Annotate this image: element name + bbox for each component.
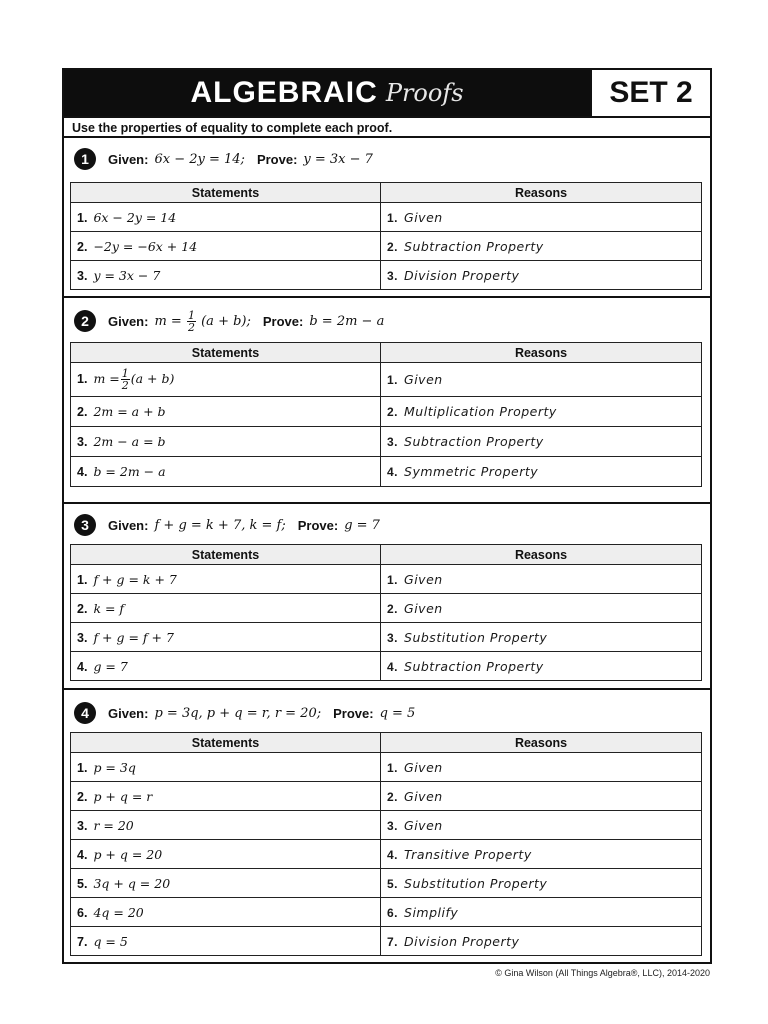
given-rhs: (a + b); <box>201 313 251 329</box>
table-header-row <box>71 545 702 565</box>
reason-text: Symmetric Property <box>404 464 539 479</box>
step-number: 1. <box>387 373 399 387</box>
title-banner <box>64 70 590 116</box>
statement-cell <box>71 869 381 898</box>
step-number: 4. <box>387 465 399 479</box>
table-row <box>71 652 702 681</box>
reason-text: Given <box>404 600 443 616</box>
step-number: 3. <box>387 630 399 645</box>
problem-4 <box>64 690 710 962</box>
statement-text: 4q = 20 <box>93 904 144 920</box>
problem-number-badge: 1 <box>74 148 96 170</box>
statement-text: 3q + q = 20 <box>93 875 171 891</box>
statement-cell <box>71 652 381 681</box>
reason-text: Substitution Property <box>404 875 548 891</box>
proof-table <box>70 342 702 487</box>
given-line <box>74 700 427 726</box>
statement-cell <box>71 840 381 869</box>
statement-cell <box>71 203 381 232</box>
problem-number-badge: 4 <box>74 702 96 724</box>
problem-2 <box>64 298 710 504</box>
problem-number-badge: 3 <box>74 514 96 536</box>
statements-header: Statements <box>71 733 381 753</box>
copyright-notice: © Gina Wilson (All Things Algebra®, LLC), 2014-2020 <box>495 968 710 978</box>
step-number: 1. <box>77 210 88 225</box>
step-number: 2. <box>77 789 88 804</box>
given-equation: p = 3q, p + q = r, r = 20; <box>154 705 322 721</box>
reason-text: Transitive Property <box>404 846 532 862</box>
step-number: 3. <box>77 435 88 449</box>
step-number: 7. <box>77 934 88 949</box>
table-row <box>71 427 702 457</box>
step-number: 5. <box>77 876 88 891</box>
statement-text: k = f <box>93 600 125 616</box>
statement-text: p + q = r <box>93 788 153 804</box>
title-script: Proofs <box>385 79 464 107</box>
reason-text: Division Property <box>404 267 520 283</box>
statement-lhs: m = <box>93 371 120 386</box>
step-number: 5. <box>387 876 399 891</box>
reason-cell <box>381 898 702 927</box>
reason-text: Substitution Property <box>404 629 548 645</box>
statement-cell <box>71 898 381 927</box>
title-main: ALGEBRAIC <box>190 76 378 109</box>
reasons-header: Reasons <box>381 545 702 565</box>
table-row <box>71 457 702 487</box>
prove-equation: q = 5 <box>379 705 416 721</box>
statement-cell <box>71 261 381 290</box>
fraction-numerator: 1 <box>187 308 195 322</box>
prove-label: Prove: <box>297 517 339 533</box>
reasons-header: Reasons <box>381 343 702 363</box>
given-line <box>74 308 396 334</box>
statements-header: Statements <box>71 545 381 565</box>
table-row <box>71 594 702 623</box>
statement-text: p = 3q <box>93 759 136 775</box>
statement-cell <box>71 397 381 427</box>
set-label: SET 2 <box>590 70 710 116</box>
reason-text: Subtraction Property <box>404 238 544 254</box>
reasons-header: Reasons <box>381 183 702 203</box>
given-label: Given: <box>108 517 149 533</box>
reason-cell <box>381 869 702 898</box>
step-number: 2. <box>77 239 88 254</box>
statement-text: 6x − 2y = 14 <box>93 209 177 225</box>
step-number: 3. <box>387 268 399 283</box>
fraction <box>187 310 196 333</box>
statement-rhs: (a + b) <box>130 371 175 386</box>
reason-text: Subtraction Property <box>404 434 544 449</box>
proof-table <box>70 732 702 956</box>
worksheet <box>62 68 712 964</box>
prove-equation: g = 7 <box>344 517 380 533</box>
statement-cell <box>71 565 381 594</box>
statement-cell <box>71 427 381 457</box>
given-equation: f + g = k + 7, k = f; <box>154 517 286 533</box>
given-label: Given: <box>108 313 149 329</box>
problem-number-badge: 2 <box>74 310 96 332</box>
table-row <box>71 782 702 811</box>
step-number: 3. <box>77 818 88 833</box>
prove-equation: b = 2m − a <box>309 313 385 329</box>
reason-cell <box>381 457 702 487</box>
reason-cell <box>381 363 702 397</box>
statement-text: p + q = 20 <box>93 846 163 862</box>
proof-table <box>70 182 702 290</box>
prove-equation: y = 3x − 7 <box>303 151 373 167</box>
reason-cell <box>381 840 702 869</box>
prove-label: Prove: <box>256 151 298 167</box>
fraction-denominator: 2 <box>121 379 129 392</box>
step-number: 2. <box>77 601 88 616</box>
statement-text: y = 3x − 7 <box>93 267 161 283</box>
table-header-row <box>71 183 702 203</box>
reason-cell <box>381 594 702 623</box>
step-number: 1. <box>77 760 88 775</box>
table-header-row <box>71 733 702 753</box>
reason-text: Given <box>404 759 443 775</box>
statement-cell <box>71 811 381 840</box>
statement-text: g = 7 <box>93 658 128 674</box>
reason-cell <box>381 203 702 232</box>
reason-cell <box>381 397 702 427</box>
reason-text: Given <box>404 788 443 804</box>
reason-cell <box>381 427 702 457</box>
step-number: 4. <box>387 659 399 674</box>
fraction-denominator: 2 <box>187 320 195 334</box>
reason-cell <box>381 232 702 261</box>
step-number: 6. <box>77 905 88 920</box>
reason-text: Multiplication Property <box>404 404 557 419</box>
given-label: Given: <box>108 705 149 721</box>
table-header-row <box>71 343 702 363</box>
reason-text: Subtraction Property <box>404 658 544 674</box>
given-equation <box>154 310 250 333</box>
reason-text: Given <box>404 209 443 225</box>
reason-text: Given <box>404 372 443 387</box>
reasons-header: Reasons <box>381 733 702 753</box>
statement-cell <box>71 623 381 652</box>
statement-text <box>93 367 175 392</box>
reason-cell <box>381 811 702 840</box>
statement-cell <box>71 232 381 261</box>
table-row <box>71 397 702 427</box>
given-equation: 6x − 2y = 14; <box>154 151 245 167</box>
statement-cell <box>71 363 381 397</box>
step-number: 4. <box>77 659 88 674</box>
statement-cell <box>71 927 381 956</box>
step-number: 6. <box>387 905 399 920</box>
step-number: 3. <box>77 630 88 645</box>
reason-cell <box>381 261 702 290</box>
table-row <box>71 363 702 397</box>
step-number: 1. <box>387 210 399 225</box>
fraction-numerator: 1 <box>121 367 129 380</box>
table-row <box>71 898 702 927</box>
reason-text: Given <box>404 817 443 833</box>
reason-text: Division Property <box>404 933 520 949</box>
step-number: 4. <box>387 847 399 862</box>
reason-cell <box>381 927 702 956</box>
table-row <box>71 840 702 869</box>
statement-text: f + g = k + 7 <box>93 571 177 587</box>
reason-cell <box>381 782 702 811</box>
statement-cell <box>71 594 381 623</box>
table-row <box>71 811 702 840</box>
instructions: Use the properties of equality to complete each proof. <box>64 116 710 138</box>
step-number: 3. <box>387 818 399 833</box>
statement-cell <box>71 782 381 811</box>
reason-cell <box>381 652 702 681</box>
table-row <box>71 261 702 290</box>
step-number: 4. <box>77 847 88 862</box>
problem-3 <box>64 504 710 690</box>
prove-label: Prove: <box>333 705 374 721</box>
step-number: 4. <box>77 465 88 479</box>
reason-cell <box>381 623 702 652</box>
statement-text: f + g = f + 7 <box>93 629 174 645</box>
step-number: 3. <box>77 268 88 283</box>
reason-text: Simplify <box>404 904 459 920</box>
step-number: 3. <box>387 435 399 449</box>
proof-table <box>70 544 702 681</box>
table-row <box>71 623 702 652</box>
statement-cell <box>71 457 381 487</box>
fraction <box>121 368 130 391</box>
step-number: 2. <box>77 405 88 419</box>
step-number: 1. <box>77 572 88 587</box>
statements-header: Statements <box>71 183 381 203</box>
step-number: 1. <box>77 372 88 386</box>
step-number: 7. <box>387 934 399 949</box>
reason-cell <box>381 565 702 594</box>
table-row <box>71 927 702 956</box>
given-lhs: m = <box>154 313 182 329</box>
table-row <box>71 203 702 232</box>
step-number: 2. <box>387 405 399 419</box>
statement-text: b = 2m − a <box>93 464 166 479</box>
table-row <box>71 753 702 782</box>
statements-header: Statements <box>71 343 381 363</box>
step-number: 1. <box>387 760 399 775</box>
problem-1 <box>64 138 710 298</box>
statement-text: q = 5 <box>93 933 128 949</box>
worksheet-header <box>64 70 710 116</box>
statement-text: 2m − a = b <box>93 434 166 449</box>
table-row <box>71 869 702 898</box>
given-label: Given: <box>108 151 149 167</box>
given-line <box>74 512 392 538</box>
prove-label: Prove: <box>262 313 304 329</box>
given-line <box>74 146 385 172</box>
statement-cell <box>71 753 381 782</box>
table-row <box>71 232 702 261</box>
reason-text: Given <box>404 571 443 587</box>
step-number: 2. <box>387 239 399 254</box>
statement-text: −2y = −6x + 14 <box>93 238 198 254</box>
step-number: 2. <box>387 789 399 804</box>
table-row <box>71 565 702 594</box>
statement-text: r = 20 <box>93 817 134 833</box>
reason-cell <box>381 753 702 782</box>
statement-text: 2m = a + b <box>93 404 166 419</box>
step-number: 2. <box>387 601 399 616</box>
step-number: 1. <box>387 572 399 587</box>
